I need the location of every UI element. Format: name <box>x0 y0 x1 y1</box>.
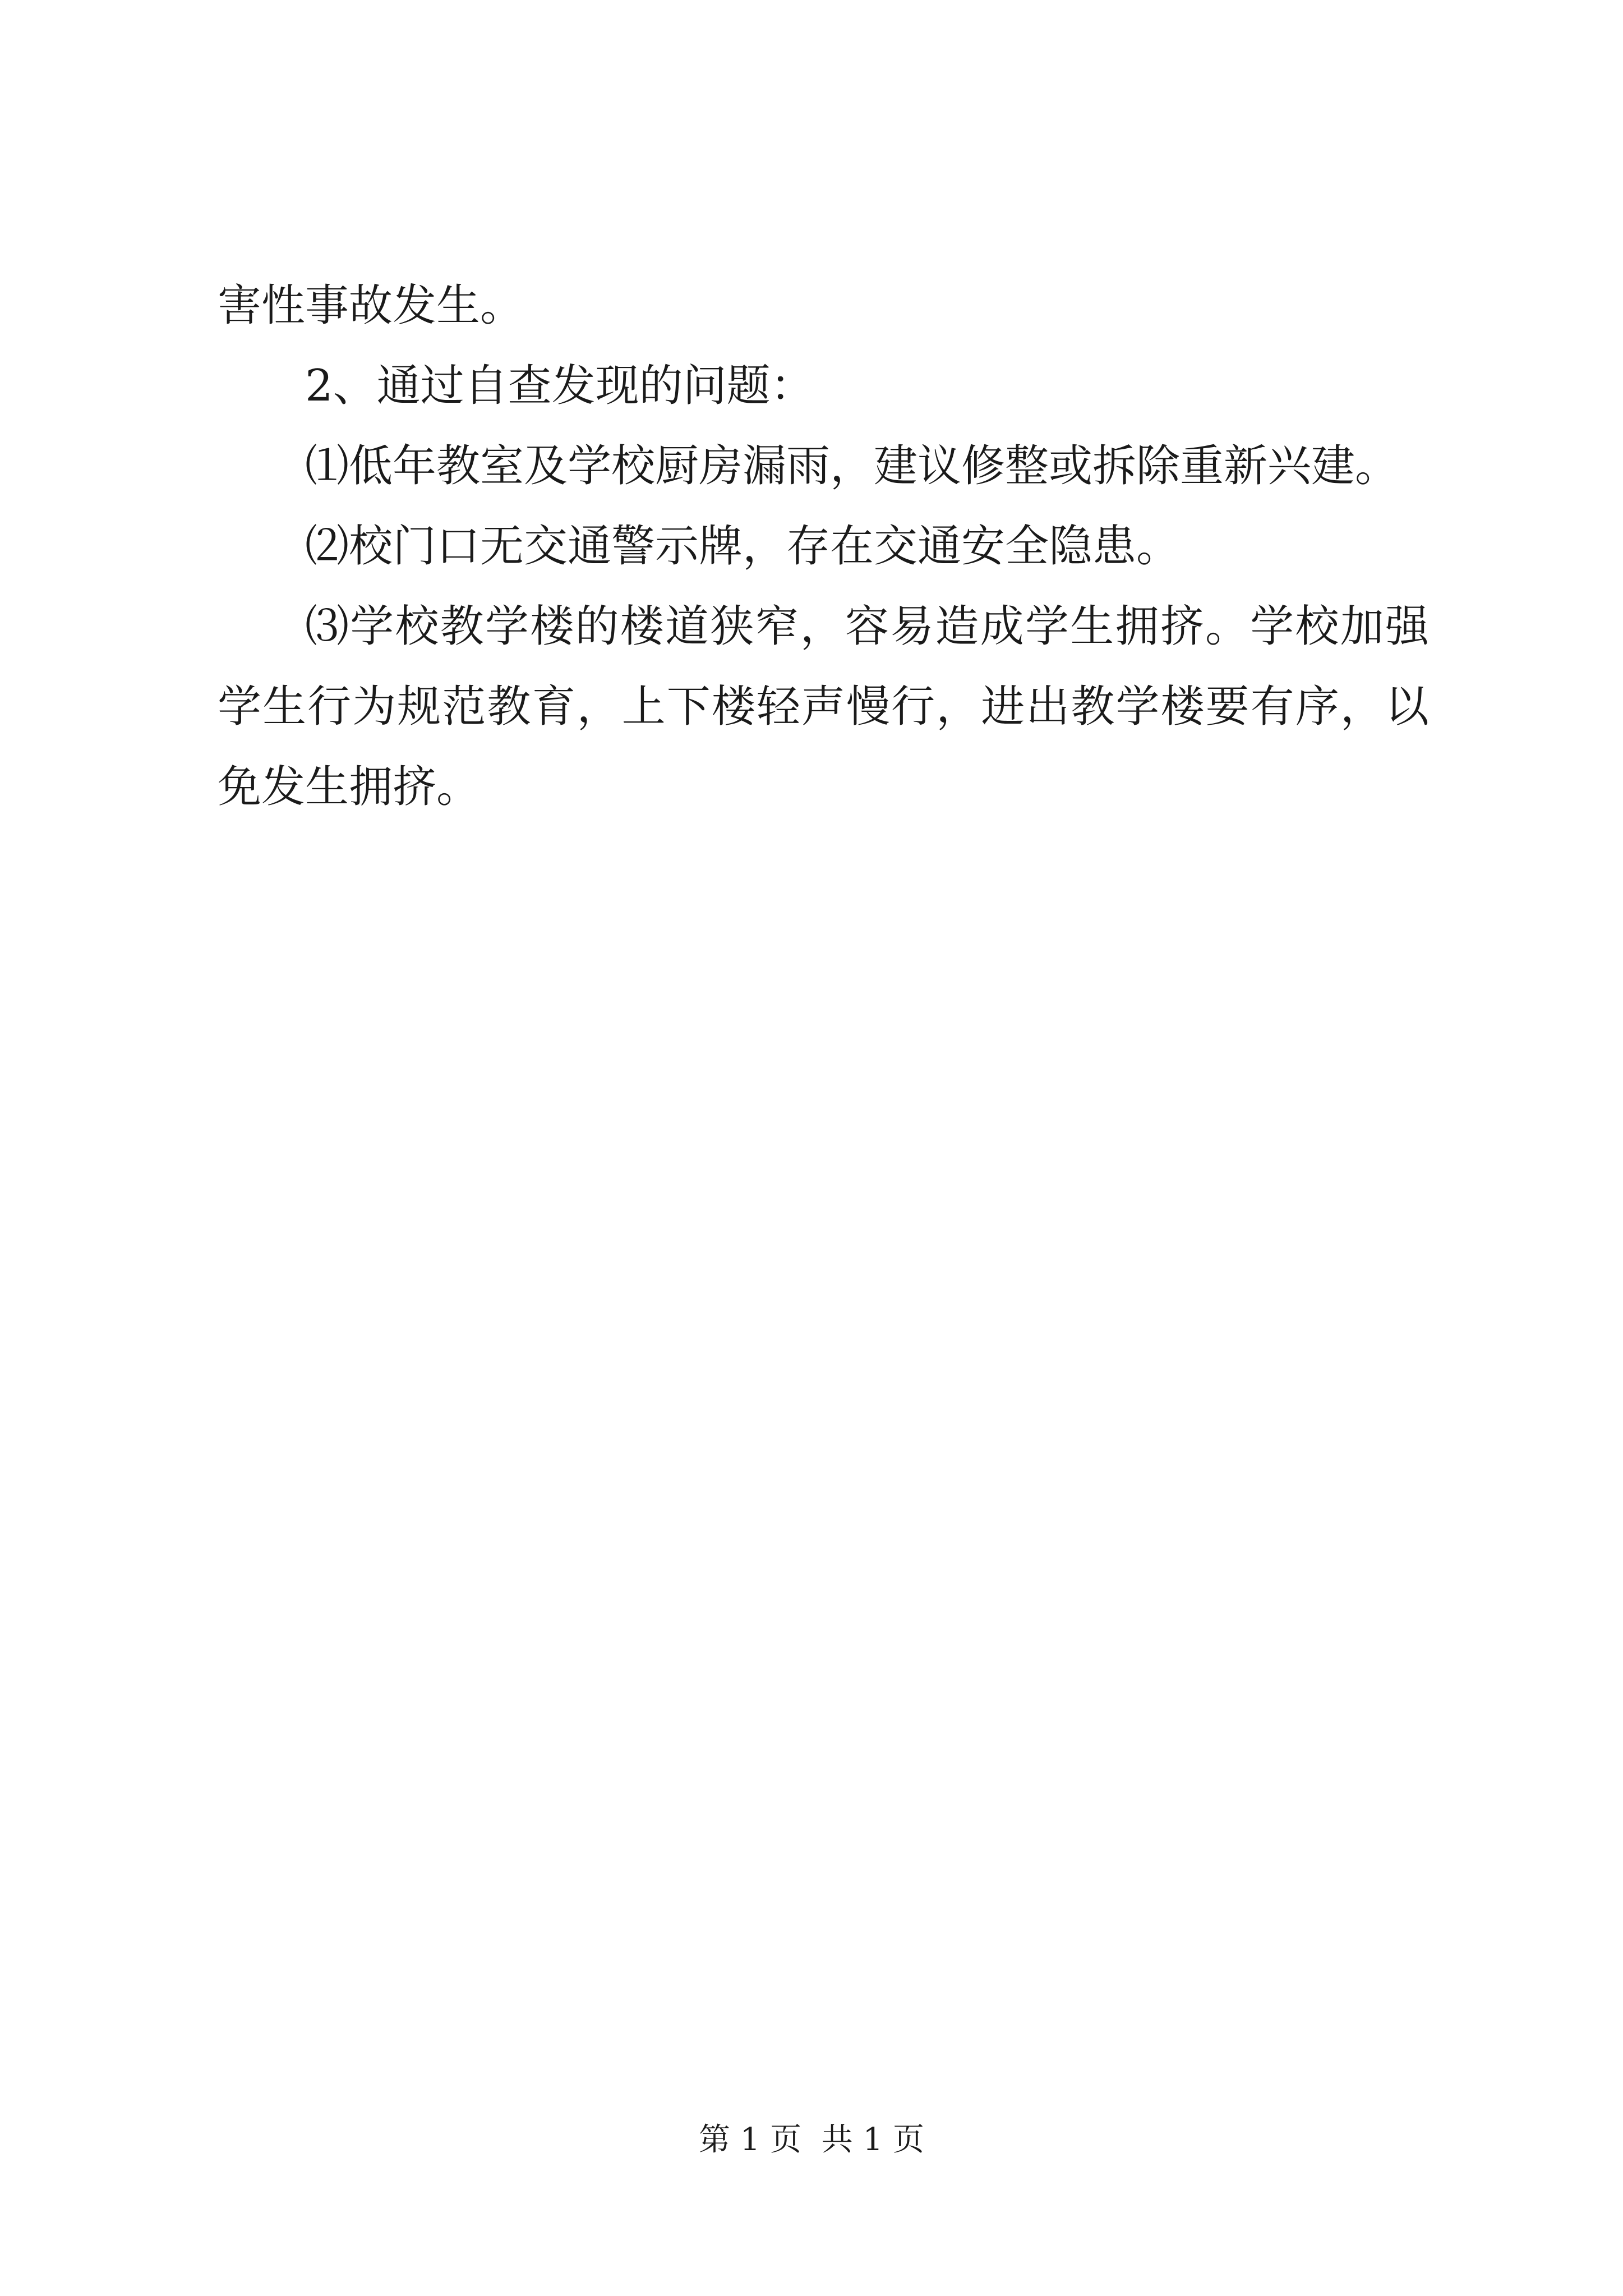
page-total: 共 1 页 <box>821 2122 925 2158</box>
paragraph-item-3: ⑶学校教学楼的楼道狭窄，容易造成学生拥挤。学校加强学生行为规范教育，上下楼轻声慢行，进出教学楼要有序，以免发生拥挤。 <box>218 601 1429 812</box>
paragraph-section-heading: 2、通过自查发现的问题： <box>305 361 814 411</box>
paragraph-continuation: 害性事故发生。 <box>218 280 524 331</box>
page-number: 第 1 页 <box>698 2122 802 2158</box>
document-body <box>218 266 1429 827</box>
footer-separator <box>801 2122 822 2158</box>
page-footer <box>0 2120 1623 2160</box>
paragraph-item-1: ⑴低年教室及学校厨房漏雨，建议修整或拆除重新兴建。 <box>305 441 1399 491</box>
paragraph-item-2: ⑵校门口无交通警示牌，存在交通安全隐患。 <box>305 521 1181 572</box>
